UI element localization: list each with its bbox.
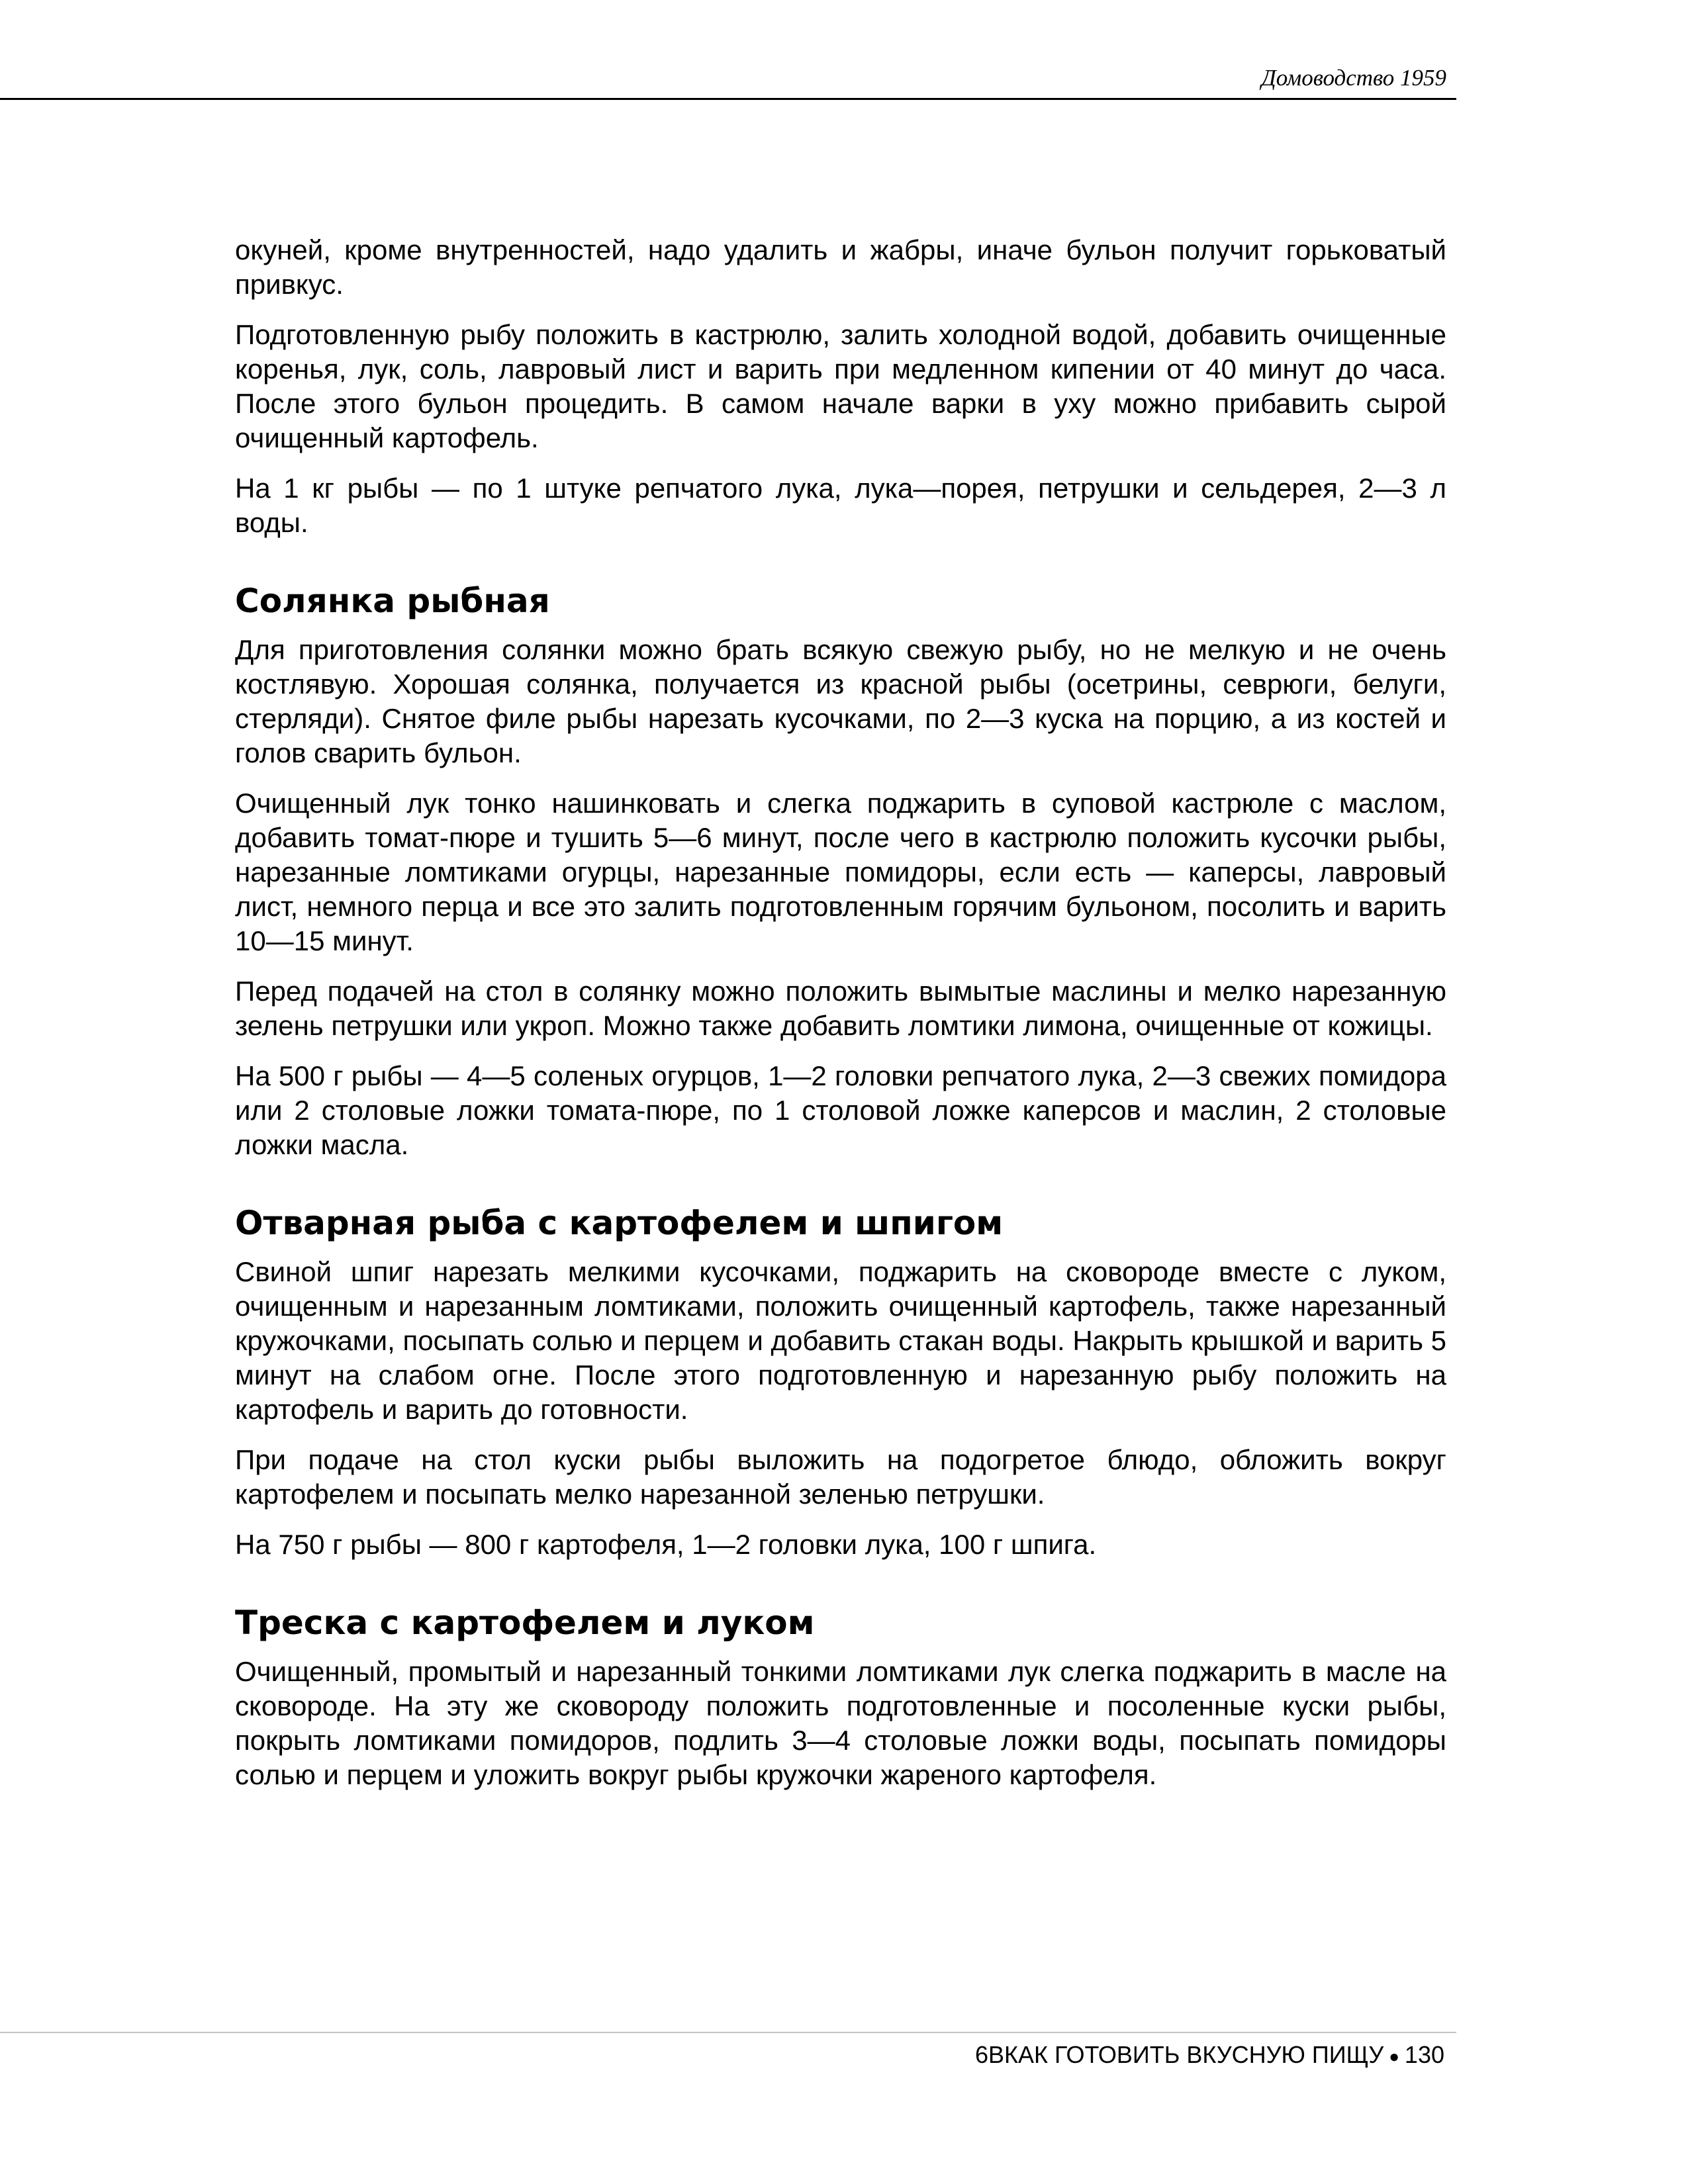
section-paragraph: На 750 г рыбы — 800 г картофеля, 1—2 головки лука, 100 г шпига. xyxy=(235,1529,1097,1560)
section-heading: Отварная рыба с картофелем и шпигом xyxy=(235,1204,1004,1242)
section-solyanka xyxy=(235,580,1446,1162)
footer-book-title: 6ВКАК ГОТОВИТЬ ВКУСНУЮ ПИЩУ xyxy=(975,2041,1384,2068)
page-footer xyxy=(975,2040,1444,2071)
intro-paragraph-1: окуней, кроме внутренностей, надо удалить и жабры, иначе бульон получит горьковатый привкус. xyxy=(235,234,1446,300)
page-number: 130 xyxy=(1404,2041,1444,2068)
section-paragraph: Очищенный, промытый и нарезанный тонкими ломтиками лук слегка поджарить в масле на сковороде. На эту же сковороду положить подготовленные и посоленные куски рыбы, покрыть ломтиками помидоров, подлить 3—4 столовые ложки воды, посыпать помидоры солью и перцем и уложить вокруг рыбы кружочки жареного картофеля. xyxy=(235,1656,1446,1790)
section-boiled-fish xyxy=(235,1202,1446,1562)
section-heading: Солянка рыбная xyxy=(235,582,550,620)
section-paragraph: На 500 г рыбы — 4—5 соленых огурцов, 1—2 головки репчатого лука, 2—3 свежих помидора или 2 столовые ложки томата-пюре, по 1 столовой ложке каперсов и маслин, 2 столовые ложки масла. xyxy=(235,1060,1446,1160)
section-heading: Треска с картофелем и луком xyxy=(235,1604,815,1642)
footer-rule xyxy=(0,2032,1456,2033)
intro-paragraph-2: Подготовленную рыбу положить в кастрюлю, залить холодной водой, добавить очищенные коренья, лук, соль, лавровый лист и варить при медленном кипении от 40 минут до часа. После этого бульон процедить. В самом начале варки в уху можно прибавить сырой очищенный картофель. xyxy=(235,319,1446,453)
intro-paragraph-3: На 1 кг рыбы — по 1 штуке репчатого лука, лука—порея, петрушки и сельдерея, 2—3 л воды. xyxy=(235,473,1446,538)
section-paragraph: Для приготовления солянки можно брать всякую свежую рыбу, но не мелкую и не очень костлявую. Хорошая солянка, получается из красной рыбы (осетрины, севрюги, белуги, стерляди). Снятое филе рыбы нарезать кусочками, по 2—3 куска на порцию, а из костей и голов сварить бульон. xyxy=(235,634,1446,768)
page-content xyxy=(235,233,1446,1808)
running-header-title: Домоводство 1959 xyxy=(1261,65,1446,91)
section-paragraph: Свиной шпиг нарезать мелкими кусочками, поджарить на сковороде вместе с луком, очищенным и нарезанным ломтиками, положить очищенный картофель, также нарезанный кружочками, посыпать солью и перцем и добавить стакан воды. Накрыть крышкой и варить 5 минут на слабом огне. После этого подготовленную и нарезанную рыбу положить на картофель и варить до готовности. xyxy=(235,1256,1446,1425)
section-paragraph: Перед подачей на стол в солянку можно положить вымытые маслины и мелко нарезанную зелень петрушки или укроп. Можно также добавить ломтики лимона, очищенные от кожицы. xyxy=(235,976,1446,1041)
bullet-icon: ● xyxy=(1389,2046,1399,2067)
section-paragraph: При подаче на стол куски рыбы выложить на подогретое блюдо, обложить вокруг картофелем и посыпать мелко нарезанной зеленью петрушки. xyxy=(235,1444,1446,1510)
header-rule xyxy=(0,98,1456,100)
section-paragraph: Очищенный лук тонко нашинковать и слегка поджарить в суповой кастрюле с маслом, добавить томат-пюре и тушить 5—6 минут, после чего в кастрюлю положить кусочки рыбы, нарезанные ломтиками огурцы, нарезанные помидоры, если есть — каперсы, лавровый лист, немного перца и все это залить подготовленным горячим бульоном, посолить и варить 10—15 минут. xyxy=(235,788,1446,956)
section-cod xyxy=(235,1602,1446,1792)
